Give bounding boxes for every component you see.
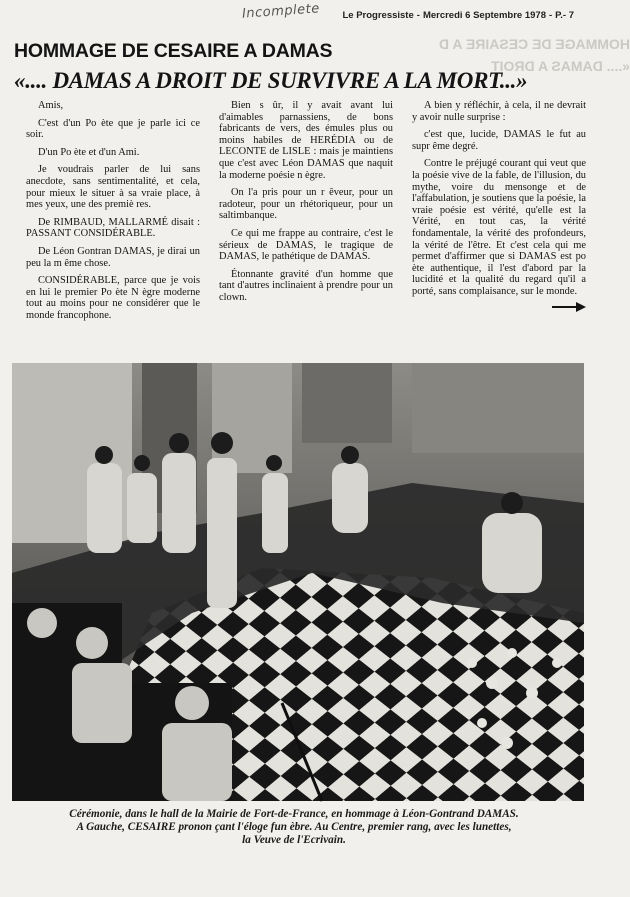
article-paragraph: Contre le préjugé courant qui veut que la poésie vive de la fable, de l'illusion, du mythe, voire du mensonge et de l'affabulation, je soutiens que la poésie, la vraie poésie est vérité, qu'elle est la Vérité, en tout cas, la vérité fondamentale, la vérité des profondeurs, la vérité de l'être. Et c'est cela qui me permet d'affirmer que si DAMAS est po ète authentique, il l'est d'abord par la lucidité et la qualité du regard qu'il a porté, sans complaisance, sur le monde. bbox=[412, 158, 586, 297]
article-paragraph: CONSIDÉRABLE, parce que je vois en lui le premier Po ète N ègre moderne tout au moins pour ne considérer que le monde francophone. bbox=[26, 275, 200, 321]
article-paragraph: On l'a pris pour un r êveur, pour un radoteur, pour un rhétoriqueur, pour un saltimbanque. bbox=[219, 187, 393, 222]
article-paragraph: Je voudrais parler de lui sans anecdote, sans sentimentalité, et cela, pour mieux le situer à sa vraie place, à mes yeux, une des premiè res. bbox=[26, 164, 200, 211]
issue-date: Mercredi 6 Septembre 1978 bbox=[422, 10, 546, 21]
article-paragraph: Étonnante gravité d'un homme que tant d'autres inclinaient à prendre pour un clown. bbox=[219, 268, 393, 303]
article-paragraph: c'est que, lucide, DAMAS le fut au supr ême degré. bbox=[412, 129, 586, 152]
kicker: HOMMAGE DE CESAIRE A DAMAS bbox=[14, 40, 333, 62]
article-paragraph: A bien y réfléchir, à cela, il ne devrait y avoir nulle surprise : bbox=[412, 100, 586, 123]
article-column-3 bbox=[412, 100, 586, 362]
article-paragraph: Amis, bbox=[38, 100, 64, 111]
article-body bbox=[26, 100, 586, 362]
article-column-1 bbox=[26, 100, 200, 362]
article-column-2 bbox=[219, 100, 393, 362]
page-number: P.- 7 bbox=[555, 10, 574, 21]
headline: «.... DAMAS A DROIT DE SURVIVRE A LA MORT...» bbox=[14, 68, 528, 93]
article-paragraph: Bien s ûr, il y avait avant lui d'aimables parnassiens, de bons fabricants de vers, des émules plus ou moins habiles de HERÉDIA ou de LECONTE de LISLE : mais je maintiens que c'est avec Léon DAMAS que naquit la moderne poésie n ègre. bbox=[219, 100, 393, 181]
masthead: Le Progressiste - Mercredi 6 Septembre 1978 - P.- 7 bbox=[342, 10, 574, 21]
continue-arrow-icon bbox=[412, 302, 586, 316]
article-paragraph: De Léon Gontran DAMAS, je dirai un peu la m ême chose. bbox=[26, 245, 200, 269]
article-paragraph: Ce qui me frappe au contraire, c'est le sérieux de DAMAS, le tragique de DAMAS, le pathétique de DAMAS. bbox=[219, 227, 393, 263]
article-paragraph: C'est d'un Po ète que je parle ici ce soir. bbox=[26, 117, 200, 141]
ceremony-photo-drawing bbox=[12, 363, 584, 801]
caption-line-2: A Gauche, CESAIRE pronon çant l'éloge fun èbre. Au Centre, premier rang, avec les lunettes, bbox=[76, 821, 512, 833]
caption-line-3: la Veuve de l'Ecrivain. bbox=[242, 834, 346, 846]
handwritten-note: Incomplete bbox=[241, 1, 321, 22]
ceremony-photo bbox=[12, 363, 584, 801]
publication-name: Le Progressiste bbox=[342, 10, 414, 21]
photo-caption bbox=[14, 808, 574, 847]
article-paragraph: D'un Po ète et d'un Ami. bbox=[38, 146, 140, 158]
bleed-through-text: HOMMAGE DE CESAIRE A D «.... DAMAS A DROIT bbox=[438, 36, 630, 74]
caption-line-1: Cérémonie, dans le hall de la Mairie de Fort-de-France, en hommage à Léon-Gontrand DAMAS. bbox=[69, 808, 519, 820]
article-paragraph: De RIMBAUD, MALLARMÉ disait : PASSANT CONSIDÉRABLE. bbox=[26, 216, 200, 240]
